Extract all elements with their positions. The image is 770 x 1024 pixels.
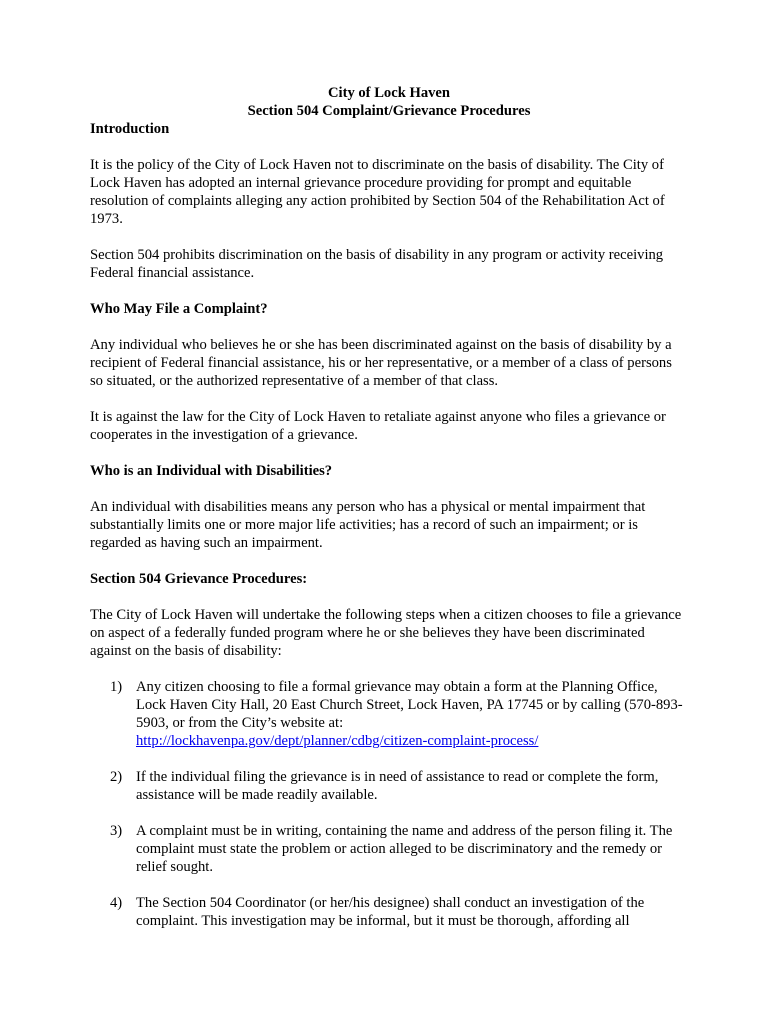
citizen-complaint-link[interactable]: http://lockhavenpa.gov/dept/planner/cdbg/citizen-complaint-process/: [136, 733, 539, 749]
title-line-1: City of Lock Haven: [327, 85, 451, 101]
who-may-file-paragraph-2: It is against the law for the City of Lock Haven to retaliate against anyone who files a grievance or cooperates in the investigation of a grievance.: [90, 409, 666, 443]
introduction-paragraph-1: It is the policy of the City of Lock Haven not to discriminate on the basis of disability. The City of Lock Haven has adopted an internal grievance procedure providing for prompt and equitable resolution of complaints alleging any action prohibited by Section 504 of the Rehabilitation Act of 1973.: [90, 157, 665, 227]
grievance-procedures-paragraph: The City of Lock Haven will undertake the following steps when a citizen chooses to file a grievance on aspect of a federally funded program where he or she believes they have been discriminated against on the basis of disability:: [90, 607, 682, 659]
procedure-step-3: [90, 822, 688, 876]
procedure-step-1: [90, 678, 688, 750]
introduction-paragraph-2: Section 504 prohibits discrimination on the basis of disability in any program or activity receiving Federal financial assistance.: [90, 247, 664, 281]
individual-disabilities-paragraph: An individual with disabilities means any person who has a physical or mental impairment that substantially limits one or more major life activities; has a record of such an impairment; or is regarded as having such an impairment.: [90, 499, 646, 551]
step-text: A complaint must be in writing, containing the name and address of the person filing it. The complaint must state the problem or action alleged to be discriminatory and the remedy or relief sought.: [136, 823, 673, 875]
step-text: Any citizen choosing to file a formal grievance may obtain a form at the Planning Office, Lock Haven City Hall, 20 East Church Street, Lock Haven, PA 17745 or by calling (570-893-5903, or from the City’s website at:: [136, 679, 683, 731]
document-page: [90, 84, 688, 948]
step-number: 3): [110, 823, 123, 839]
step-number: 4): [110, 895, 123, 911]
procedure-step-2: [90, 768, 688, 804]
introduction-heading: Introduction: [90, 121, 170, 137]
step-text: If the individual filing the grievance is in need of assistance to read or complete the form, assistance will be made readily available.: [136, 769, 659, 803]
who-may-file-heading: Who May File a Complaint?: [90, 301, 268, 317]
procedure-step-4: [90, 894, 688, 930]
step-number: 2): [110, 769, 123, 785]
procedure-steps-list: [90, 678, 688, 930]
step-text: The Section 504 Coordinator (or her/his designee) shall conduct an investigation of the complaint. This investigation may be informal, but it must be thorough, affording all: [136, 895, 645, 929]
who-may-file-paragraph-1: Any individual who believes he or she has been discriminated against on the basis of disability by a recipient of Federal financial assistance, his or her representative, or a member of a class of persons so situated, or the authorized representative of a member of that class.: [90, 337, 672, 389]
individual-disabilities-heading: Who is an Individual with Disabilities?: [90, 463, 333, 479]
step-number: 1): [110, 679, 123, 695]
title-line-2: Section 504 Complaint/Grievance Procedures: [247, 103, 531, 119]
grievance-procedures-heading: Section 504 Grievance Procedures:: [90, 571, 308, 587]
document-title: [90, 84, 688, 120]
